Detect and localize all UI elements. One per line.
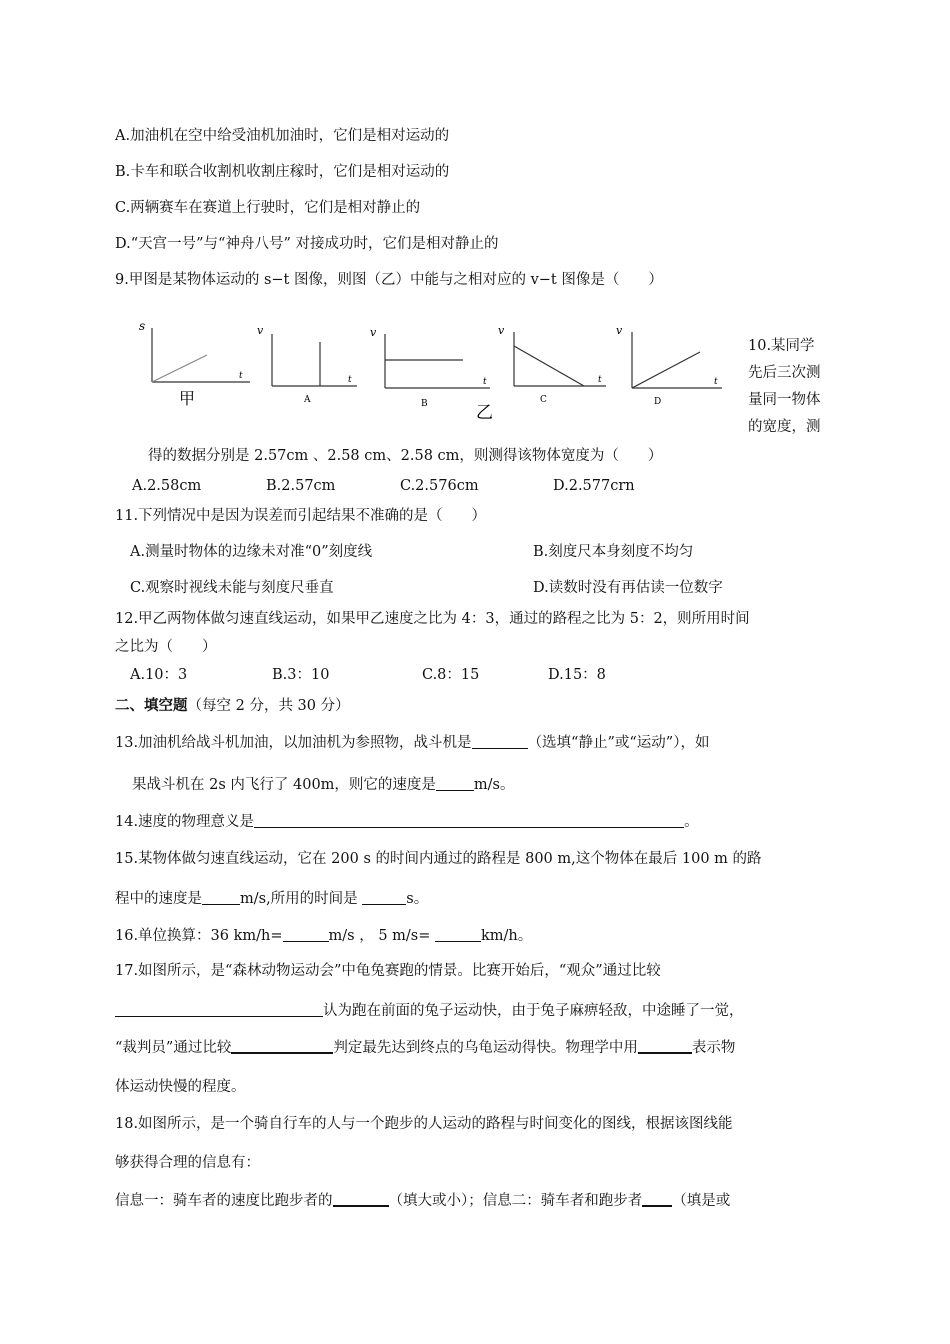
graph-b-y-label: v [370, 326, 377, 339]
q10-side-line-2: 先后三次测 [748, 365, 821, 381]
q16-text-3: km/h。 [481, 928, 533, 944]
q10-side-line-1: 10.某同学 [748, 338, 815, 354]
graph-a [252, 320, 362, 410]
q15-blank-2[interactable] [362, 890, 406, 905]
q18-line-3 [115, 1191, 730, 1211]
q8-option-b: B.卡车和联合收割机收割庄稼时，它们是相对运动的 [115, 164, 450, 180]
q17-text-5: 表示物 [691, 1040, 736, 1056]
graph-d [612, 320, 728, 410]
q8-option-d: D.“天宫一号”与“神舟八号” 对接成功时，它们是相对静止的 [115, 236, 499, 252]
graph-a-x-label: t [348, 375, 352, 385]
graph-c-x-label: t [598, 375, 602, 385]
q17-text-2: 认为跑在前面的兔子运动快，由于兔子麻痹轻敌，中途睡了一觉， [323, 1003, 744, 1019]
q10-option-d: D.2.577crn [553, 478, 635, 494]
q17-line-3 [115, 1038, 735, 1058]
q14-text-2: 。 [684, 814, 699, 830]
q13-text-1: 13.加油机给战斗机加油，以加油机为参照物，战斗机是 [115, 735, 472, 751]
q13-line-2 [132, 775, 515, 795]
q10-continuation: 得的数据分别是 2.57cm 、2.58 cm、2.58 cm，则测得该物体宽度为（ ） [148, 448, 663, 464]
q15-text-3: m/s,所用的时间是 [240, 891, 358, 907]
q11-option-d: D.读数时没有再估读一位数字 [533, 580, 723, 596]
q17-blank-2[interactable] [231, 1038, 333, 1054]
graph-a-y-label: v [257, 324, 264, 337]
section-note: （每空 2 分，共 30 分） [187, 698, 350, 714]
q18-text-5: （填是或 [672, 1193, 731, 1209]
q12-option-d: D.15：8 [548, 667, 606, 683]
graph-jia-y-label: s [139, 319, 146, 333]
q14-text-1: 14.速度的物理意义是 [115, 814, 255, 830]
q16-line [115, 926, 532, 946]
graph-d-y-label: v [616, 324, 623, 337]
q10-side-line-3: 量同一物体 [748, 392, 821, 408]
q13-text-4: m/s。 [473, 777, 515, 793]
q13-blank-1[interactable] [472, 734, 528, 749]
q15-text-2: 程中的速度是 [115, 891, 202, 907]
q10-option-c: C.2.576cm [400, 478, 479, 494]
graph-c-caption: C [540, 395, 547, 405]
q12-stem-line-1: 12.甲乙两物体做匀速直线运动，如果甲乙速度之比为 4：3，通过的路程之比为 5：2，则所用时间 [115, 611, 750, 627]
q18-blank-1[interactable] [333, 1191, 389, 1207]
q17-line-4: 体运动快慢的程度。 [115, 1079, 246, 1095]
q10-side-line-4: 的宽度，测 [748, 419, 821, 435]
graph-d-caption: D [654, 397, 662, 407]
graph-b-x-label: t [483, 377, 487, 387]
q16-text-1: 16.单位换算：36 km/h= [115, 928, 283, 944]
graph-group-yi-label: 乙 [476, 403, 493, 423]
q11-option-a: A.测量时物体的边缘未对准“0”刻度线 [130, 544, 373, 560]
q10-option-b: B.2.57cm [266, 478, 336, 494]
q8-option-a: A.加油机在空中给受油机加油时，它们是相对运动的 [115, 128, 450, 144]
q10-side-text [748, 333, 821, 441]
graph-c-y-label: v [498, 324, 505, 337]
q10-option-a: A.2.58cm [132, 478, 202, 494]
q13-line-1 [115, 733, 709, 753]
q11-option-c: C.观察时视线未能与刻度尺垂直 [130, 580, 334, 596]
q11-stem: 11.下列情况中是因为误差而引起结果不准确的是（ ） [115, 508, 487, 524]
q18-blank-2[interactable] [642, 1191, 672, 1207]
graph-d-x-label: t [714, 377, 718, 387]
graph-jia-caption: 甲 [179, 389, 196, 408]
q18-line-1: 18.如图所示，是一个骑自行车的人与一个跑步的人运动的路程与时间变化的图线，根据该图线能 [115, 1116, 733, 1132]
q17-text-3: “裁判员”通过比较 [115, 1040, 232, 1056]
q18-text-4: （填大或小）；信息二：骑车者和跑步者 [388, 1193, 643, 1209]
q17-line-1: 17.如图所示，是“森林动物运动会”中龟兔赛跑的情景。比赛开始后，“观众”通过比较 [115, 963, 661, 979]
q16-blank-1[interactable] [283, 927, 329, 942]
q18-text-3: 信息一：骑车者的速度比跑步者的 [115, 1193, 333, 1209]
graph-jia-x-label: t [239, 371, 243, 381]
q13-blank-2[interactable] [436, 776, 474, 791]
q15-line-2 [115, 889, 428, 909]
graph-b-caption: B [421, 399, 428, 409]
q12-option-c: C.8：15 [422, 667, 480, 683]
q9-stem: 9.甲图是某物体运动的 s−t 图像，则图（乙）中能与之相对应的 v−t 图像是（ ） [115, 272, 663, 288]
q17-blank-1[interactable] [115, 1002, 323, 1017]
section-title: 二、填空题 [115, 697, 188, 714]
section-fill-in-heading [115, 696, 350, 716]
q17-blank-3[interactable] [638, 1038, 692, 1054]
q8-option-c: C.两辆赛车在赛道上行驶时，它们是相对静止的 [115, 200, 421, 216]
q17-text-4: 判定最先达到终点的乌龟运动得快。物理学中用 [333, 1040, 638, 1056]
q14-line [115, 812, 699, 832]
q12-stem-line-2: 之比为（ ） [115, 639, 217, 655]
graph-c [494, 320, 614, 410]
q12-option-b: B.3：10 [272, 667, 330, 683]
graph-a-caption: A [304, 395, 311, 405]
q17-line-2 [115, 1001, 744, 1021]
q14-blank[interactable] [254, 813, 684, 828]
q15-blank-1[interactable] [202, 890, 240, 905]
q16-text-2: m/s ， 5 m/s= [328, 928, 431, 944]
q13-text-2: （选填“静止”或“运动”），如 [527, 735, 710, 751]
q15-text-4: s。 [406, 891, 429, 907]
q12-option-a: A.10：3 [130, 667, 188, 683]
graph-jia [135, 318, 255, 410]
q15-line-1: 15.某物体做匀速直线运动，它在 200 s 的时间内通过的路程是 800 m,这个物体在最后 100 m 的路 [115, 851, 762, 867]
q13-text-3: 果战斗机在 2s 内飞行了 400m，则它的速度是 [132, 777, 436, 793]
q18-line-2: 够获得合理的信息有： [115, 1155, 260, 1171]
q11-option-b: B.刻度尺本身刻度不均匀 [533, 544, 694, 560]
q16-blank-2[interactable] [435, 927, 481, 942]
